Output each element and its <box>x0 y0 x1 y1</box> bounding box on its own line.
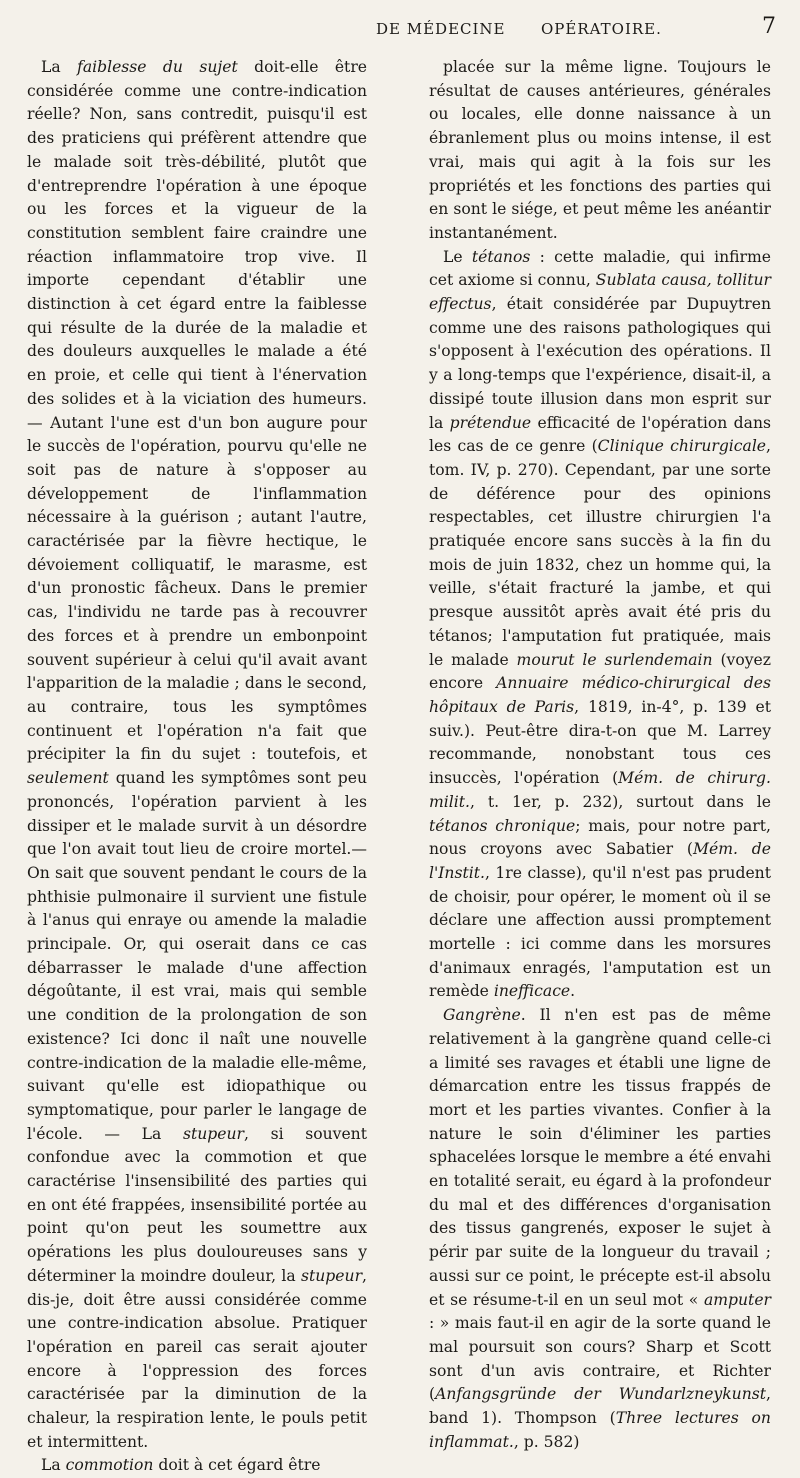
italic-phrase: Annuaire médico-chirurgical des hôpitaux de Paris <box>429 674 771 716</box>
paragraph: Le tétanos : cette maladie, qui infirme cet axiome si connu, Sublata causa, tollitur effectus, était considérée par Dupuytren comme une des raisons pathologiques qui s'opposent à l'exécution des opérations. Il y a long-temps que l'expérience, disait-il, a dissipé toute illusion dans mon esprit sur la prétendue efficacité de l'opération dans les cas de ce genre (Clinique chirurgicale, tom. IV, p. 270). Cependant, par une sorte de déférence pour des opinions respectables, cet illustre chirurgien l'a pratiquée encore sans succès à la fin du mois de juin 1832, chez un homme qui, la veille, s'était fracturé la jambe, et qui presque aussitôt après avait été pris du tétanos; l'amputation fut pratiquée, mais le malade mourut le surlendemain (voyez encore Annuaire médico-chirurgical des hôpitaux de Paris, 1819, in-4°, p. 139 et suiv.). Peut-être dira-t-on que M. Larrey recommande, nonobstant tous ces insuccès, l'opération (Mém. de chirurg. milit., t. 1er, p. 232), surtout dans le tétanos chronique; mais, pour notre part, nous croyons avec Sabatier (Mém. de l'Instit., 1re classe), qu'il n'est pas prudent de choisir, pour opérer, le moment où il se déclare une affection aussi promptement mortelle : ici comme dans les morsures d'animaux enragés, l'amputation est un remède inefficace. <box>429 247 772 1001</box>
italic-phrase: amputer <box>703 1290 771 1309</box>
italic-phrase: prétendue <box>449 413 532 432</box>
italic-phrase: stupeur <box>182 1124 244 1143</box>
paragraph: Gangrène. Il n'en est pas de même relativement à la gangrène quand celle-ci a limité ses ravages et établi une ligne de démarcation entre les tissus frappés de mort et les parties vivantes. Confier à la nature le soin d'éliminer les parties sphacelées lorsque le membre a été envahi en totalité serait, eu égard à la profondeur du mal et des différences d'organisation des tissus gangrenés, exposer le sujet à périr par suite de la longueur du travail ; aussi sur ce point, le précepte est-il absolu et se résume-t-il en un seul mot « amputer : » mais faut-il en agir de la sorte quand le mal poursuit son cours? Sharp et Scott sont d'un avis contraire, et Richter (Anfangsgründe der Wundarlzneykunst, band 1). Thompson (Three lectures on inflammat., p. 582) <box>429 1006 771 1451</box>
italic-phrase: stupeur <box>301 1266 363 1285</box>
running-head-left: DE MÉDECINE <box>376 20 506 38</box>
page-number: 7 <box>762 14 776 39</box>
paragraph: La commotion doit à cet égard être <box>41 1456 321 1475</box>
italic-phrase: Sublata causa, tollitur effectus <box>429 271 772 314</box>
paragraph: placée sur la même ligne. Toujours le résultat de causes antérieures, générales ou locales, elle donne naissance à un ébranlement plus ou moins intense, il est vrai, mais qui agit à la fois sur les propriétés et les fonctions des parties qui en sont le siége, et peut même les anéantir instantanément. <box>429 58 771 242</box>
running-header <box>56 14 776 50</box>
running-head-right: OPÉRATOIRE. <box>541 20 662 38</box>
italic-phrase: Gangrène <box>443 1006 521 1025</box>
left-column <box>27 56 367 1478</box>
italic-phrase: mourut le surlendemain <box>516 650 713 669</box>
italic-phrase: Anfangsgründe der Wundarlzneykunst <box>435 1385 767 1404</box>
italic-phrase: Mém. de chirurg. milit. <box>429 769 771 811</box>
italic-phrase: tétanos <box>471 247 531 266</box>
italic-phrase: seulement <box>27 769 109 788</box>
paragraph: La faiblesse du sujet doit-elle être considérée comme une contre-indication réelle? Non, sans contredit, puisqu'il est des praticiens qui préfèrent attendre que le malade soit très-débilité, plutôt que d'entreprendre l'opération à une époque ou les forces et la vigueur de la constitution semblent faire craindre une réaction inflammatoire trop vive. Il importe cependant d'établir une distinction à cet égard entre la faiblesse qui résulte de la durée de la maladie et des douleurs auxquelles le malade a été en proie, et celle qui tient à l'énervation des solides et à la viciation des humeurs. — Autant l'une est d'un bon augure pour le succès de l'opération, pourvu qu'elle ne soit pas de nature à s'opposer au développement de l'inflammation nécessaire à la guérison ; autant l'autre, caractérisée par la fièvre hectique, le dévoiement colliquatif, le marasme, est d'un pronostic fâcheux. Dans le premier cas, l'individu ne tarde pas à recouvrer des forces et à prendre un embonpoint souvent supérieur à celui qu'il avait avant l'apparition de la maladie ; dans le second, au contraire, tous les symptômes continuent et l'opération n'a fait que précipiter la fin du sujet : toutefois, et seulement quand les symptômes sont peu prononcés, l'opération parvient à les dissiper et le malade survit à un désordre que l'on avait tout lieu de croire mortel.— On sait que souvent pendant le cours de la phthisie pulmonaire il survient une fistule à l'anus qui enraye ou amende la maladie principale. Or, qui oserait dans ce cas débarrasser le malade d'une affection dégoûtante, il est vrai, mais qui semble une condition de la prolongation de son existence? Ici donc il naît une nouvelle contre-indication de la maladie elle-même, suivant qu'elle est idiopathique ou symptomatique, pour parler le langage de l'école. — La stupeur, si souvent confondue avec la commotion et que caractérise l'insensibilité des parties qui en ont été frappées, insensibilité portée au point qu'on peut les soumettre aux opérations les plus douloureuses sans y déterminer la moindre douleur, la stupeur, dis-je, doit être aussi considérée comme une contre-indication absolue. Pratiquer l'opération en pareil cas serait ajouter encore à l'oppression des forces caractérisée par la diminution de la chaleur, la respiration lente, le pouls petit et intermittent. <box>27 58 367 1451</box>
italic-phrase: Clinique chirurgicale <box>597 437 767 456</box>
italic-phrase: faiblesse du sujet <box>77 58 238 76</box>
italic-phrase: Three lectures on inflammat. <box>429 1409 771 1451</box>
right-column <box>429 56 771 1454</box>
italic-phrase: commotion <box>65 1456 154 1475</box>
italic-phrase: tétanos chronique <box>429 816 576 835</box>
italic-phrase: inefficace <box>493 982 571 1001</box>
italic-phrase: Mém. de l'Instit. <box>429 840 771 882</box>
